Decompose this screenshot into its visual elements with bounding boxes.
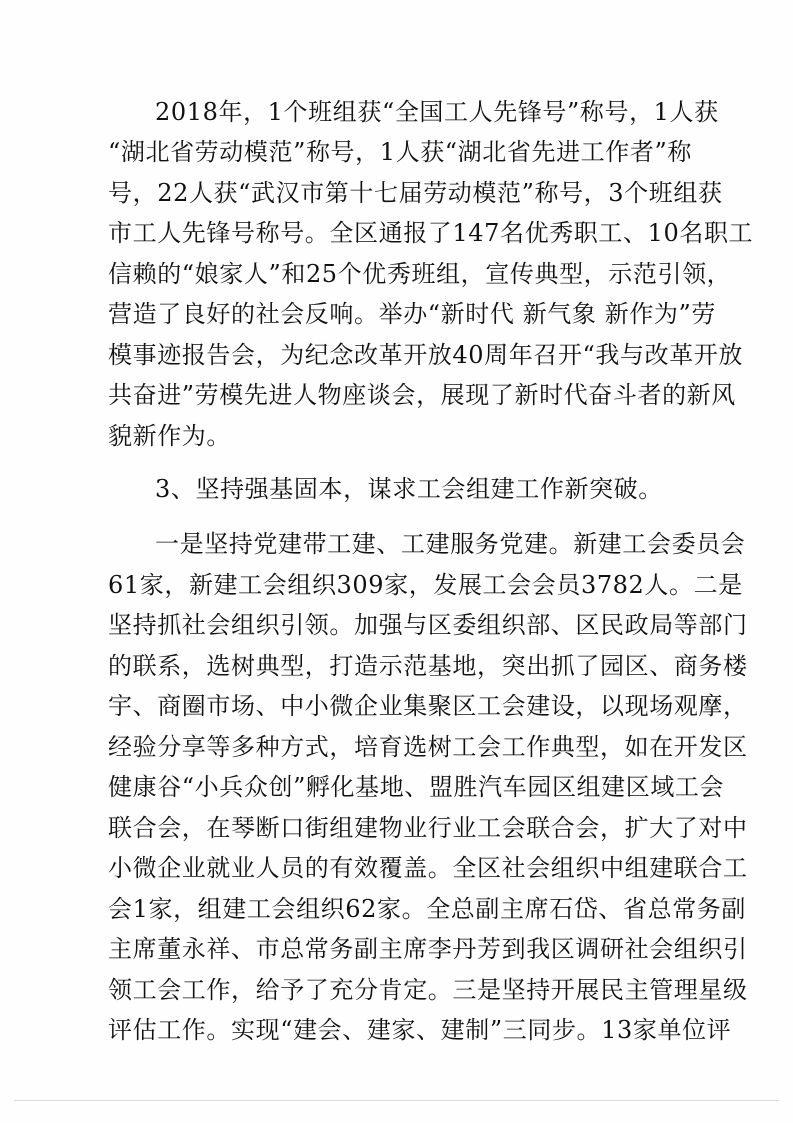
section-heading-3: 3、坚持强基固本，谋求工会组建工作新突破。 [155, 475, 663, 503]
paragraph-1-line-3: 号，22人获“武汉市第十七届劳动模范”称号，3个班组获 [108, 179, 723, 207]
page-bottom-divider [14, 1100, 779, 1101]
paragraph-2-line-13: 评估工作。实现“建会、建家、建制”三同步。13家单位评 [108, 1016, 732, 1044]
paragraph-1-line-8: 共奋进”劳模先进人物座谈会，展现了新时代奋斗者的新风 [108, 381, 736, 409]
paragraph-2-line-7: 健康谷“小兵众创”孵化基地、盟胜汽车园区组建区域工会 [108, 773, 725, 801]
paragraph-2-line-4: 的联系，选树典型，打造示范基地，突出抓了园区、商务楼 [108, 652, 748, 680]
paragraph-2-line-1: 一是坚持党建带工建、工建服务党建。新建工会委员会 [155, 530, 746, 558]
paragraph-2-line-3: 坚持抓社会组织引领。加强与区委组织部、区民政局等部门 [108, 611, 748, 639]
paragraph-1-line-2: “湖北省劳动模范”称号，1人获“湖北省先进工作者”称 [108, 138, 692, 166]
paragraph-2-line-11: 主席董永祥、市总常务副主席李丹芳到我区调研社会组织引 [108, 935, 748, 963]
paragraph-2-line-6: 经验分享等多种方式，培育选树工会工作典型，如在开发区 [108, 733, 748, 761]
paragraph-1-line-9: 貌新作为。 [108, 422, 231, 450]
paragraph-1-line-4: 市工人先锋号称号。全区通报了147名优秀职工、10名职工 [108, 219, 754, 247]
paragraph-1-line-6: 营造了良好的社会反响。举办“新时代 新气象 新作为”劳 [108, 300, 716, 328]
paragraph-1-line-5: 信赖的“娘家人”和25个优秀班组，宣传典型，示范引领， [108, 260, 732, 288]
paragraph-2-line-12: 领工会工作，给予了充分肯定。三是坚持开展民主管理星级 [108, 976, 748, 1004]
paragraph-1-line-1: 2018年，1个班组获“全国工人先锋号”称号，1人获 [155, 98, 719, 126]
paragraph-1-line-7: 模事迹报告会，为纪念改革开放40周年召开“我与改革开放 [108, 341, 744, 369]
paragraph-2-line-5: 宇、商圈市场、中小微企业集聚区工会建设，以现场观摩， [108, 692, 748, 720]
paragraph-2-line-10: 会1家，组建工会组织62家。全总副主席石岱、省总常务副 [108, 895, 747, 923]
paragraph-2-line-8: 联合会，在琴断口街组建物业行业工会联合会，扩大了对中 [108, 814, 748, 842]
paragraph-2-line-2: 61家，新建工会组织309家，发展工会会员3782人。二是 [108, 571, 743, 599]
paragraph-2-line-9: 小微企业就业人员的有效覆盖。全区社会组织中组建联合工 [108, 854, 748, 882]
